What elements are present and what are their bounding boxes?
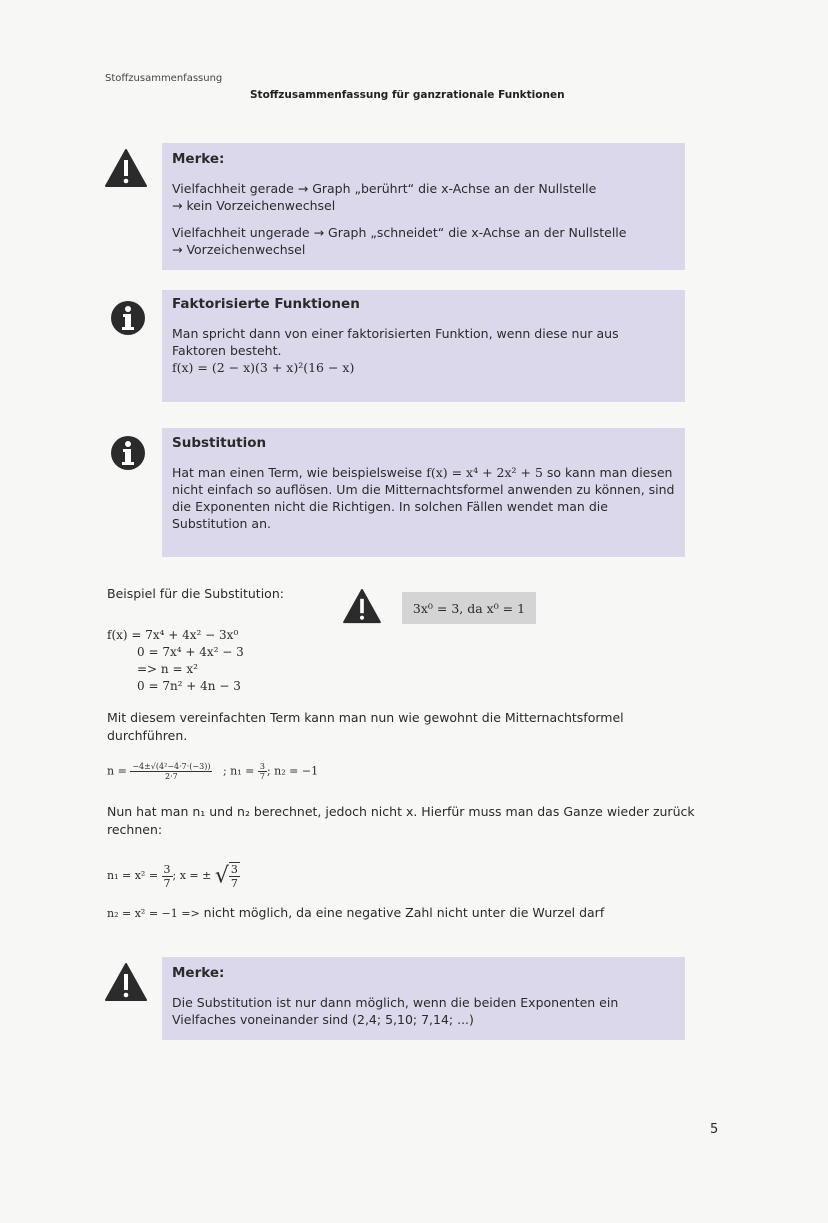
fraction-numerator: −4±√(4²−4·7·(−3)) xyxy=(132,762,211,771)
text: nicht möglich, da eine negative Zahl nicht unter die Wurzel darf xyxy=(199,905,605,920)
fraction-numerator: 3 xyxy=(230,863,238,876)
merke-box-2 xyxy=(162,957,685,1040)
back-substitution-n1: n₁ = x² = $\frac{3}{7}$ ; x = ± √ $\frac{3}{7}$ xyxy=(107,862,238,890)
merke-line: → kein Vorzeichenwechsel xyxy=(172,198,336,213)
equation-line: => n = x² xyxy=(137,662,198,676)
paragraph: Nun hat man n₁ und n₂ berechnet, jedoch nicht x. Hierfür muss man das Ganze wieder zurück rechnen: xyxy=(107,804,695,837)
merke-line: → Vorzeichenwechsel xyxy=(172,242,306,257)
fraction-denominator: 7 xyxy=(259,772,265,781)
faktorisiert-box xyxy=(162,290,685,402)
example-label: Beispiel für die Substitution: xyxy=(107,586,284,601)
fraction-denominator: 7 xyxy=(230,877,238,890)
faktorisiert-heading: Faktorisierte Funktionen xyxy=(172,296,360,312)
formula-part: ; n₂ = −1 xyxy=(266,764,319,778)
formula-part: n₂ = x² = −1 => xyxy=(107,907,200,920)
pq-formula xyxy=(107,762,318,781)
formula-part: ; x = ± xyxy=(172,869,212,882)
info-icon xyxy=(110,300,146,336)
page-title: Stoffzusammenfassung für ganzrationale Funktionen xyxy=(250,89,565,101)
merke-text: Die Substitution ist nur dann möglich, wenn die beiden Exponenten ein Vielfaches voneinander sind (2,4; 5,10; 7,14; ...) xyxy=(172,995,619,1027)
text: Hat man einen Term, wie beispielsweise xyxy=(172,465,427,480)
substitution-box xyxy=(162,428,685,557)
formula-part: n₁ = x² = xyxy=(107,869,159,882)
merke-heading: Merke: xyxy=(172,965,225,981)
info-icon xyxy=(110,435,146,471)
merke-line: Vielfachheit gerade → Graph „berührt“ die x-Achse an der Nullstelle xyxy=(172,181,597,196)
text: so kann man diesen nicht einfach so auflösen. Um die Mitternachtsformel anwenden zu können, sind die Exponenten nicht die Richtigen. In solchen Fällen wendet man die Substitution an. xyxy=(172,465,675,531)
equation-line: f(x) = 7x⁴ + 4x² − 3x⁰ xyxy=(107,628,239,642)
faktorisiert-text: Man spricht dann von einer faktorisierten Funktion, wenn diese nur aus Faktoren besteht. xyxy=(172,326,619,358)
formula-part: n = xyxy=(107,764,127,778)
merke-line: Vielfachheit ungerade → Graph „schneidet“ die x-Achse an der Nullstelle xyxy=(172,225,627,240)
formula-part: ; n₁ = xyxy=(222,764,255,778)
page-number: 5 xyxy=(710,1122,719,1137)
equation-line: 0 = 7x⁴ + 4x² − 3 xyxy=(137,645,244,659)
example-equations xyxy=(107,627,244,695)
warning-icon xyxy=(104,962,148,1002)
fraction-numerator: 3 xyxy=(259,762,265,771)
fraction-denominator: 2·7 xyxy=(165,772,178,781)
back-substitution-n2 xyxy=(107,904,604,923)
substitution-text xyxy=(172,464,675,532)
paragraph: Mit diesem vereinfachten Term kann man nun wie gewohnt die Mitternachtsformel durchführen. xyxy=(107,710,624,743)
running-header: Stoffzusammenfassung xyxy=(105,73,223,84)
substitution-formula: f(x) = x⁴ + 2x² + 5 xyxy=(426,465,543,480)
warning-icon xyxy=(342,588,382,624)
fraction-denominator: 7 xyxy=(163,876,171,890)
merke-heading: Merke: xyxy=(172,151,225,167)
fraction-numerator: 3 xyxy=(163,862,171,876)
substitution-heading: Substitution xyxy=(172,435,267,451)
faktorisiert-formula: f(x) = (2 − x)(3 + x)²(16 − x) xyxy=(172,360,355,375)
note-box xyxy=(402,592,536,624)
warning-icon xyxy=(104,148,148,188)
equation-line: 0 = 7n² + 4n − 3 xyxy=(137,679,241,693)
note-text: 3x⁰ = 3, da x⁰ = 1 xyxy=(412,600,526,616)
merke-box-1 xyxy=(162,143,685,270)
